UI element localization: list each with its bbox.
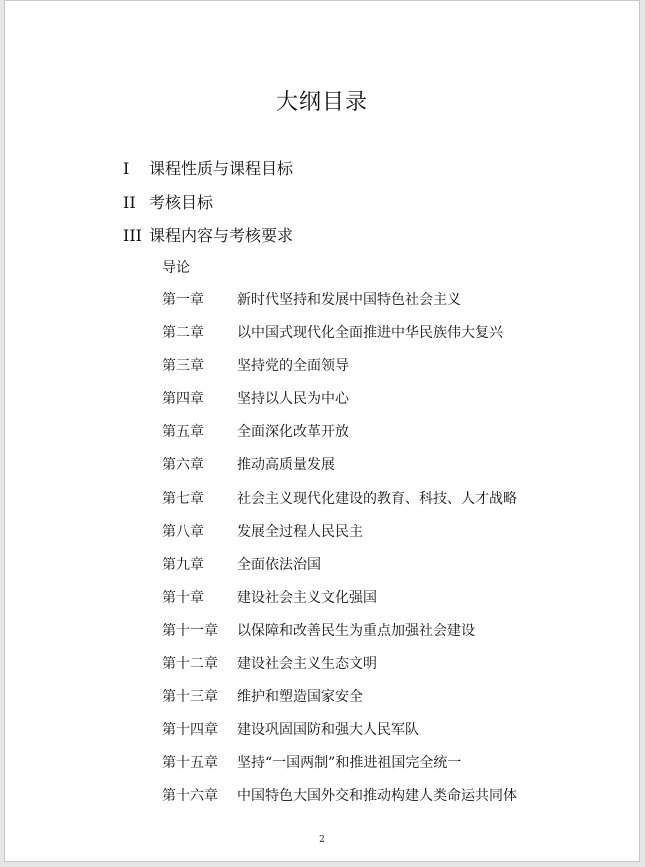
chapter-title: 建设社会主义生态文明 xyxy=(237,656,377,673)
section-label: 课程内容与考核要求 xyxy=(149,226,294,245)
chapter-title: 建设巩固国防和强大人民军队 xyxy=(237,722,419,739)
chapter-number: 第十章 xyxy=(162,589,204,606)
chapter-number: 第三章 xyxy=(162,358,204,375)
chapter-title: 推动高质量发展 xyxy=(237,457,335,474)
section-3 xyxy=(123,223,293,246)
section-1 xyxy=(123,156,293,179)
page-title: 大纲目录 xyxy=(275,90,368,115)
section-label: 课程性质与课程目标 xyxy=(149,159,294,178)
chapter-entry xyxy=(162,290,517,323)
chapter-title: 中国特色大国外交和推动构建人类命运共同体 xyxy=(237,788,517,805)
chapter-entry xyxy=(162,522,517,555)
chapter-entry xyxy=(162,555,517,588)
chapter-entry xyxy=(162,720,517,753)
chapter-number: 第八章 xyxy=(162,523,204,540)
chapter-number: 第九章 xyxy=(162,556,204,573)
chapter-title: 社会主义现代化建设的教育、科技、人才战略 xyxy=(237,490,517,507)
chapter-number: 第十三章 xyxy=(162,689,218,706)
chapter-entry xyxy=(162,786,517,819)
chapter-number: 第六章 xyxy=(162,457,204,474)
chapter-list xyxy=(162,290,517,820)
section-label: 考核目标 xyxy=(149,193,214,212)
chapter-number: 第十五章 xyxy=(162,755,218,772)
chapter-number: 第七章 xyxy=(162,490,204,507)
chapter-number: 第十六章 xyxy=(162,788,218,805)
chapter-entry xyxy=(162,588,517,621)
section-2 xyxy=(123,190,213,213)
chapter-number: 第十二章 xyxy=(162,656,218,673)
page-number: 2 xyxy=(319,835,325,845)
chapter-entry xyxy=(162,489,517,522)
chapter-title: 建设社会主义文化强国 xyxy=(237,589,377,606)
chapter-title: 全面深化改革开放 xyxy=(237,424,349,441)
chapter-entry xyxy=(162,687,517,720)
intro-entry: 导论 xyxy=(162,260,190,276)
chapter-entry xyxy=(162,422,517,455)
chapter-title: 维护和塑造国家安全 xyxy=(237,689,363,706)
chapter-title: 坚持“一国两制”和推进祖国完全统一 xyxy=(237,755,462,772)
chapter-title: 发展全过程人民民主 xyxy=(237,523,363,540)
section-number: I xyxy=(123,159,130,178)
chapter-entry xyxy=(162,753,517,786)
chapter-entry xyxy=(162,621,517,654)
chapter-number: 第十一章 xyxy=(162,622,218,639)
chapter-number: 第十四章 xyxy=(162,722,218,739)
section-number: II xyxy=(123,193,136,212)
chapter-entry xyxy=(162,356,517,389)
chapter-title: 以中国式现代化全面推进中华民族伟大复兴 xyxy=(237,325,503,342)
chapter-title: 新时代坚持和发展中国特色社会主义 xyxy=(237,292,461,308)
section-number: III xyxy=(123,226,142,245)
chapter-entry xyxy=(162,654,517,687)
chapter-number: 第五章 xyxy=(162,424,204,441)
document-page xyxy=(4,0,640,862)
chapter-entry xyxy=(162,389,517,422)
chapter-number: 第一章 xyxy=(162,292,204,308)
chapter-title: 坚持以人民为中心 xyxy=(237,391,349,408)
chapter-title: 坚持党的全面领导 xyxy=(237,358,349,375)
chapter-title: 以保障和改善民生为重点加强社会建设 xyxy=(237,622,475,639)
chapter-entry xyxy=(162,455,517,488)
chapter-number: 第四章 xyxy=(162,391,204,408)
chapter-title: 全面依法治国 xyxy=(237,556,321,573)
chapter-number: 第二章 xyxy=(162,325,204,342)
chapter-entry xyxy=(162,323,517,356)
